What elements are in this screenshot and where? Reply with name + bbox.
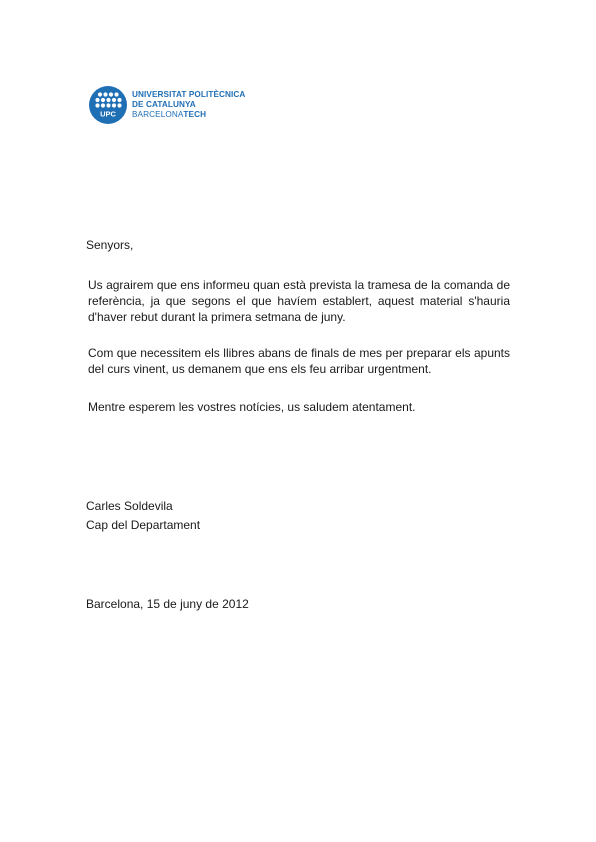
university-name	[132, 90, 245, 120]
signature-title: Cap del Departament	[86, 518, 201, 532]
signature-name: Carles Soldevila	[86, 499, 173, 513]
place-date: Barcelona, 15 de juny de 2012	[86, 597, 249, 611]
university-name-line1: UNIVERSITAT POLITÈCNICA	[132, 90, 246, 99]
paragraph-3: Mentre esperem les vostres notícies, us saludem atentament.	[88, 400, 416, 414]
salutation: Senyors,	[86, 238, 134, 252]
university-logo	[89, 86, 245, 124]
university-name-line3	[132, 110, 245, 120]
university-name-line2: DE CATALUNYA	[132, 100, 196, 109]
upc-logo-icon	[89, 86, 127, 124]
logo-badge-text: UPC	[100, 109, 116, 119]
paragraph-1: Us agrairem que ens informeu quan està prevista la tramesa de la comanda de referència, ja que segons el que havíem establert, aquest material s'hauria d'haver rebut durant la primera setmana de juny.	[88, 278, 510, 324]
university-name-line3-bold: TECH	[183, 110, 207, 119]
university-name-line3-regular: BARCELONA	[132, 110, 184, 119]
paragraph-2: Com que necessitem els llibres abans de finals de mes per preparar els apunts del curs vinent, us demanem que ens els feu arribar urgentment.	[88, 346, 510, 376]
